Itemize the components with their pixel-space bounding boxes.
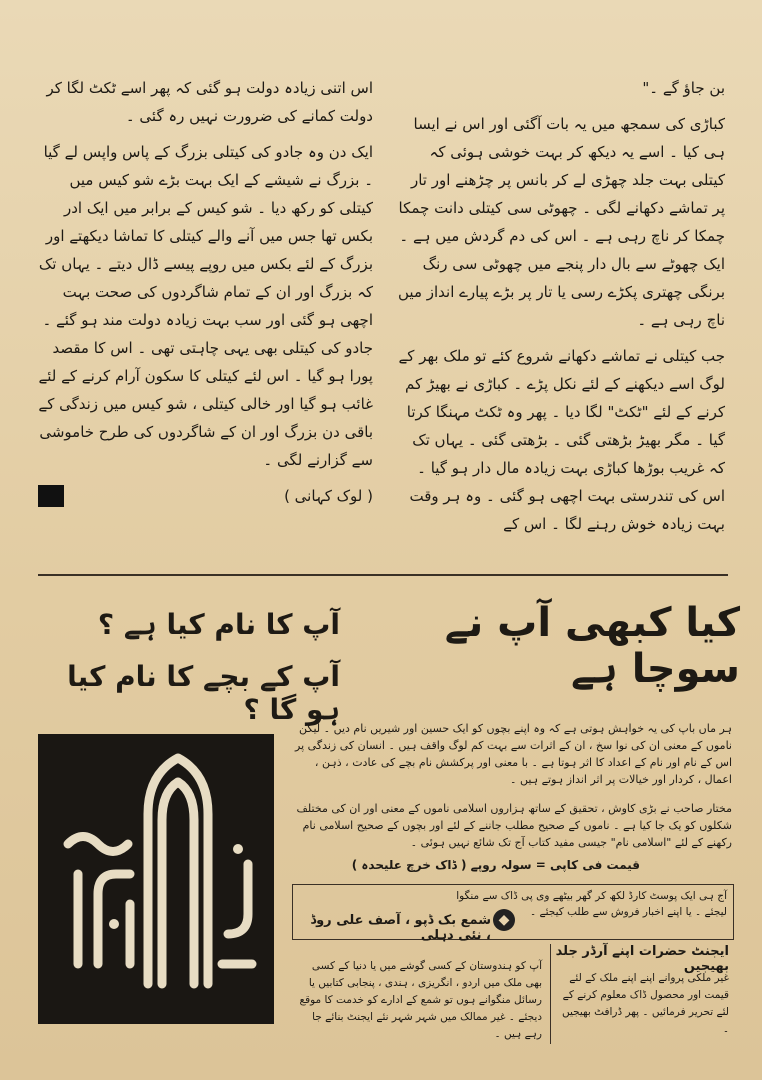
ad-question-1: آپ کا نام کیا ہے ؟ bbox=[97, 608, 340, 641]
ad-price: قیمت فی کاپی = سولہ روپے ( ڈاک خرچ علیحدہ ) bbox=[351, 858, 640, 872]
ad-intro: ہر ماں باپ کی یہ خواہش ہوتی ہے کہ وہ اپنے بچوں کو ایک حسین اور شیریں نام دیں ۔ لیکن ناموں کے معنی ان کی نوا سخ ، ان کے اثرات سے بہت کم لوگ واقف ہیں ۔ انسان کی زندگی پر اس کے نام اور نام کے اعداد کا اثر ہوتا ہے ۔ با معنی اور پرکشش نام بچے کی عادت ، ذہن ، اعمال ، کردار اور خیالات پر اثر انداز ہوتے ہیں ۔ bbox=[295, 722, 732, 786]
book-service-note: آپ کو ہندوستان کے کسی گوشے میں یا دنیا کے کسی بھی ملک میں اردو ، انگریزی ، ہندی ، پنجابی کتابیں یا رسائل منگوانے ہوں تو شمع کے ادارے کو خدمت کا موقع دیجئے ۔ غیر ممالک میں شہر شہر نئے ایجنٹ بنائے جا رہے ہیں ۔ bbox=[299, 960, 542, 1040]
section-divider bbox=[38, 574, 728, 576]
story-source: ( لوک کہانی ) bbox=[284, 487, 373, 505]
agents-title: ایجنٹ حضرات اپنے آرڈر جلد بھیجیں bbox=[555, 944, 729, 974]
end-mark-icon bbox=[38, 485, 64, 507]
story-right-column bbox=[395, 74, 725, 546]
agents-text: غیر ملکی پروانے اپنے اپنے ملک کے لئے قیمت اور محصول ڈاک معلوم کرنے کے لئے تحریر فرمائیں ۔ پھر ڈرافٹ بھیجیں ۔ bbox=[561, 972, 729, 1035]
publisher-address: شمع بک ڈپو ، آصف علی روڈ ، نئی دہلی bbox=[310, 913, 491, 943]
story-paragraph: ایک دن وہ جادو کی کیتلی بزرگ کے پاس واپس لے گیا ۔ بزرگ نے شیشے کے ایک بہت بڑے شو کیس میں کیتلی کو رکھ دیا ۔ شو کیس کے برابر میں ایک ادر بکس تھا جس میں آنے والے کیتلی کا تماشا دیکھتے اور بزرگ کے لئے بکس میں روپے پیسے ڈال دیتے ۔ یہاں تک کہ بزرگ اور ان کے تمام شاگردوں کی صحت بہت اچھی ہو گئی اور سب بہت زیادہ دولت مند ہو گئے ۔ جادو کی کیتلی بھی یہی چاہتی تھی ۔ اس کا مقصد پورا ہو گیا ۔ اس لئے کیتلی کا سکون آرام کرنے کے لئے غائب ہو گیا اور خالی کیتلی ، شو کیس میں زندگی کے باقی دن بزرگ اور ان کے شاگردوں کی طرح خاموشی سے گزارنے لگی ۔ bbox=[38, 143, 373, 469]
book-title-lettering bbox=[38, 734, 274, 1024]
story-paragraph: بن جاؤ گے ۔" bbox=[642, 79, 725, 97]
story-signoff bbox=[38, 482, 373, 510]
story-left-column bbox=[38, 74, 373, 510]
story-paragraph: اس اتنی زیادہ دولت ہو گئی کہ پھر اسے ٹکٹ لگا کر دولت کمانے کی ضرورت نہیں رہ گئی ۔ bbox=[46, 79, 373, 125]
order-box bbox=[292, 884, 734, 943]
ad-headline: کیا کبھی آپ نے سوچا ہے bbox=[444, 600, 740, 692]
order-instructions: آج ہی ایک پوسٹ کارڈ لکھ کر گھر بیٹھے وی پی ڈاک سے منگوا لیجئے ۔ یا اپنے اخبار فروش سے طلب کیجئے ۔ bbox=[456, 890, 727, 918]
ad-description: مختار صاحب نے بڑی کاوش ، تحقیق کے ساتھ ہزاروں اسلامی ناموں کے معنی اور ان کی مختلف شکلوں کو یک جا کیا ہے ۔ ناموں کے صحیح مطلب جاننے کے لئے اور بچوں کے صحیح اسلامی نام رکھنے کے لئے "اسلامی نام" جیسی مفید کتاب آج تک شائع نہیں ہوئی ۔ bbox=[296, 802, 732, 849]
shama-logo-icon: ◆ bbox=[493, 909, 515, 931]
story-paragraph: جب کیتلی نے تماشے دکھانے شروع کئے تو ملک بھر کے لوگ اسے دیکھنے کے لئے نکل پڑے ۔ کباڑی نے بھیڑ کم کرنے کے لئے "ٹکٹ" لگا دیا ۔ پھر وہ ٹکٹ مہنگا کرتا گیا ۔ مگر بھیڑ بڑھتی گئی ۔ بڑھتی گئی ۔ یہاں تک کہ غریب بوڑھا کباڑی بہت زیادہ مال دار ہو گیا ۔ اس کی تندرستی بہت اچھی ہو گئی ۔ وہ ہر وقت بہت زیادہ خوش رہنے لگا ۔ اس کے bbox=[398, 347, 725, 533]
story-paragraph: کباڑی کی سمجھ میں یہ بات آگئی اور اس نے ایسا ہی کیا ۔ اسے یہ دیکھ کر بہت خوشی ہوئی کہ کیتلی بہت جلد چھڑی لے کر بانس پر چڑھنے اور تار پر تماشے دکھانے لگی ۔ چھوٹی سی کیتلی دانت چمکا چمکا کر ناچ رہی ہے ۔ اس کی دم گردش میں ہے ۔ ایک چھوٹے سے بال دار پنجے میں چھوٹی سی رنگ برنگی چھتری پکڑے رسی یا تار پر بڑے پیارے انداز میں ناچ رہی ہے ۔ bbox=[398, 115, 725, 329]
book-cover-image bbox=[38, 734, 274, 1024]
ad-question-2: آپ کے بچے کا نام کیا ہو گا ؟ bbox=[67, 660, 340, 726]
agents-box bbox=[550, 944, 733, 1044]
